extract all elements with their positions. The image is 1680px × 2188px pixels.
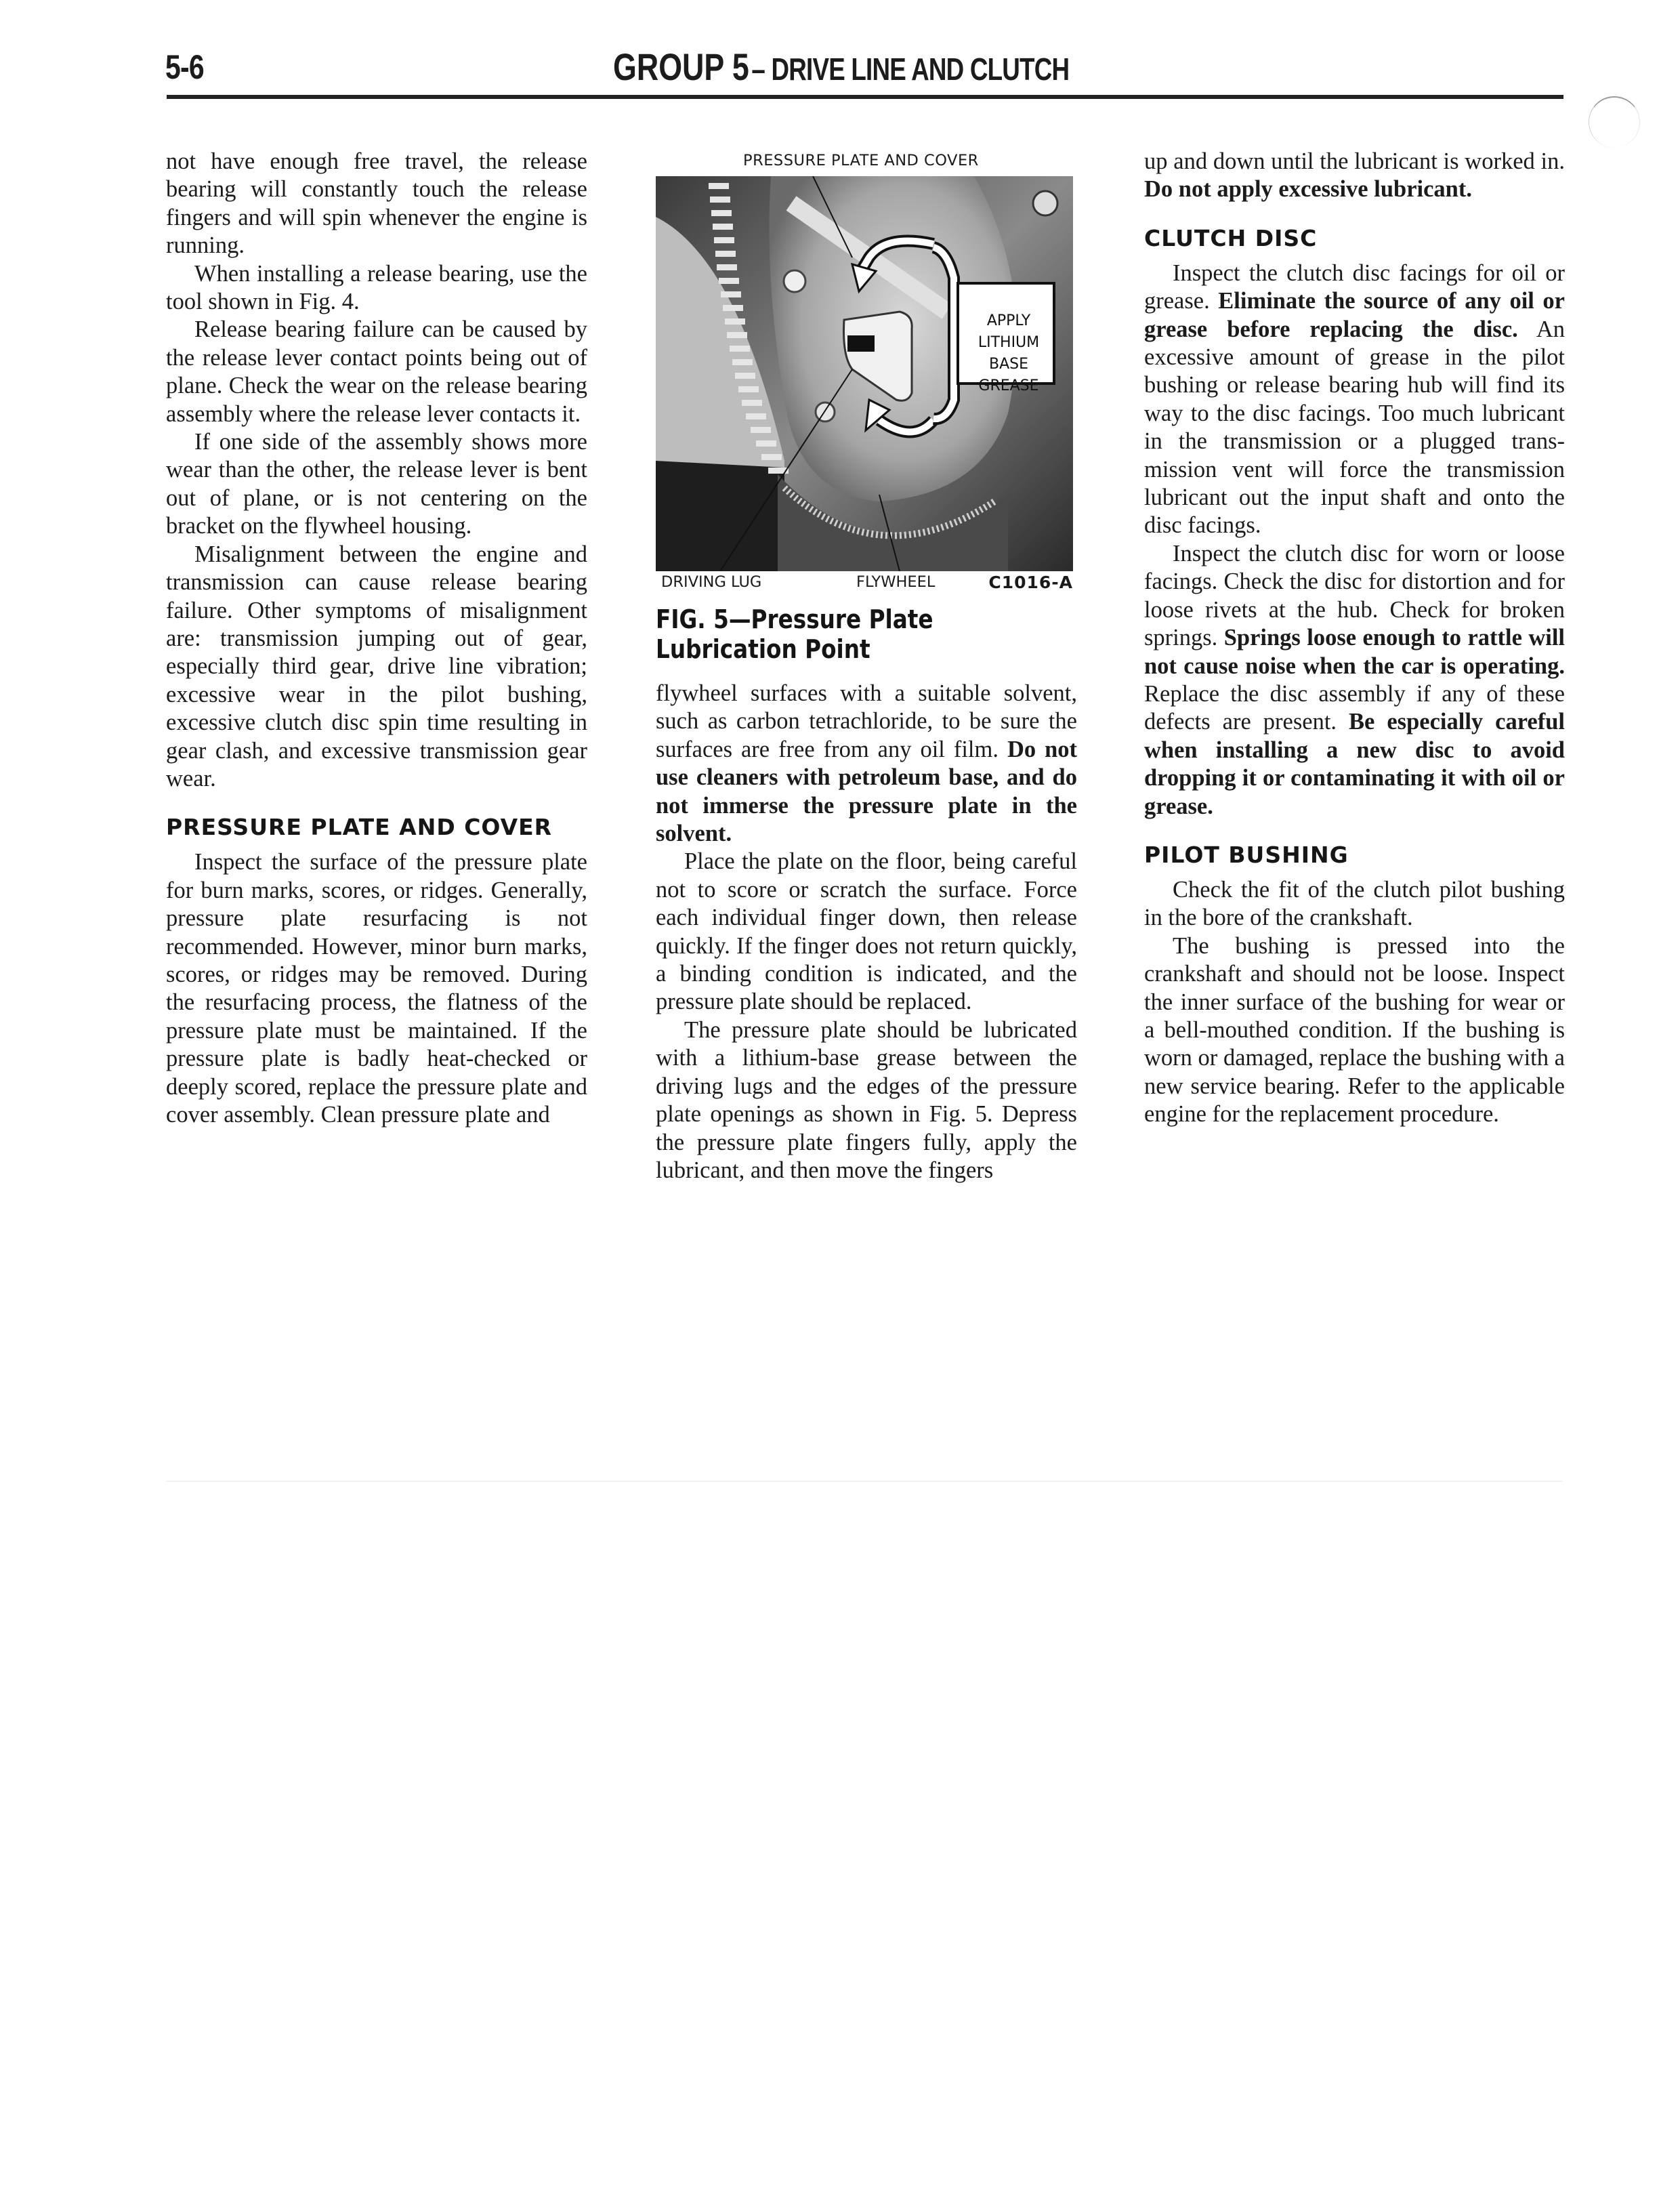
faint-show-through-rule (167, 1481, 1562, 1482)
warning-text: Do not use cleaners with petroleum base, and do not immerse the pressure plate in the solvent. (656, 736, 1077, 847)
section-heading-pilot-bushing: PILOT BUSHING (1144, 841, 1349, 868)
paragraph (1144, 260, 1565, 540)
page-number: 5-6 (165, 48, 204, 86)
figure-caption-line: FIG. 5—Pressure Plate (656, 604, 933, 634)
figure-caption (656, 604, 1017, 664)
warning-text: Springs loose enough to rattle will not cause noise when the car is operating. (1144, 625, 1565, 679)
figure-label-flywheel: FLYWHEEL (856, 573, 936, 591)
warning-text: Do not apply excessive lubricant. (1144, 176, 1472, 203)
paragraph-text: Replace the disc assembly if any of these defects are present. (1144, 680, 1565, 735)
paragraph-text: Inspect the clutch disc facings for oil or grease. (1144, 260, 1565, 314)
paragraph: When installing a release bearing, use the tool shown in Fig. 4. (166, 260, 587, 315)
paragraph: Release bearing failure can be caused by the release lever contact points being out of plane. Check the wear on the release bearing assembly where the release lever contacts it. (166, 316, 587, 427)
paragraph (1144, 148, 1565, 204)
paragraph-text: An excessive amount of grease in the pilot bushing or release bearing hub will find its way to the disc facings. Too much lubricant in the transmission or a plugged transmission vent will force the transmission lubricant out the input shaft and onto the disc facings. (1144, 316, 1565, 539)
figure-code: C1016-A (988, 573, 1073, 592)
callout-line: LITHIUM (978, 334, 1040, 351)
paragraph-text: flywheel surfaces with a suitable solvent, such as carbon tetrachloride, to be sure the surfaces are free from any oil film. (656, 680, 1077, 762)
section-heading-pressure-plate: PRESSURE PLATE AND COVER (166, 814, 553, 841)
callout-line: BASE (988, 356, 1028, 373)
paragraph-text: up and down until the lubricant is worked in. (1144, 148, 1565, 174)
paragraph: If one side of the assembly shows more wear than the other, the release lever is bent out of plane, or is not centering on the bracket on the flywheel housing. (166, 429, 587, 539)
running-head-group: GROUP 5 (613, 45, 749, 88)
warning-text: Eliminate the source of any oil or grease before replacing the disc. (1144, 288, 1565, 342)
right-column (1144, 148, 1565, 1129)
callout-apply-grease (961, 310, 1057, 397)
paragraph: Check the fit of the clutch pilot bushing in the bore of the crankshaft. (1144, 876, 1565, 931)
paragraph: Inspect the surface of the pressure plate for burn marks, scores, or ridges. Generally, pressure plate resurfacing is not recommended. However, minor burn marks, scores, or ridges may be removed. During the resurfacing process, the flatness of the pressure plate must be maintained. If the pressure plate is badly heat-checked or deeply scored, replace the pressure plate and cover assembly. Clean pressure plate and (166, 849, 587, 1128)
warning-text: Be especially careful when installing a new disc to avoid dropping it or contaminating it with oil or grease. (1144, 709, 1565, 819)
figure-label-pressure-plate: PRESSURE PLATE AND COVER (743, 152, 979, 169)
middle-column (656, 680, 1077, 1184)
figure-bottom-labels (656, 573, 1073, 594)
paragraph (656, 680, 1077, 848)
figure-label-driving-lug: DRIVING LUG (661, 573, 762, 591)
paragraph: The pressure plate should be lubricated with a lithium-base grease between the driving lugs and the edges of the pressure plate openings as shown in Fig. 5. Depress the pressure plate fingers fully, apply the lubricant, and then move the fingers (656, 1016, 1077, 1183)
paragraph: The bushing is pressed into the crankshaft and should not be loose. Inspect the inner surface of the bushing for wear or a bell-mouthed condition. If the bushing is worn or damaged, replace the bushing with a new service bearing. Refer to the applicable engine for the replacement procedure. (1144, 932, 1565, 1128)
figure-photo (656, 176, 1073, 571)
punch-hole-mark (1589, 96, 1640, 148)
section-heading-clutch-disc: CLUTCH DISC (1144, 224, 1318, 251)
figure-caption-line: Lubrication Point (656, 634, 870, 664)
callout-line: APPLY (986, 312, 1031, 329)
paragraph (1144, 540, 1565, 821)
paragraph: Place the plate on the floor, being careful not to score or scratch the surface. Force each individual finger down, then release quickly. If the finger does not return quickly, a binding condition is indicated, and the pressure plate should be replaced. (656, 848, 1077, 1015)
paragraph: Misalignment between the engine and transmission can cause release bearing failure. Other symptoms of misalignment are: transmission jumping out of gear, especially third gear, drive line vibration; excessive wear in the pilot bushing, excessive clutch disc spin time resulting in gear clash, and excessive transmission gear wear. (166, 541, 587, 791)
callout-line: GREASE (978, 377, 1039, 394)
running-head (613, 45, 1069, 89)
header-rule (167, 95, 1563, 99)
running-head-title: – DRIVE LINE AND CLUTCH (751, 51, 1070, 87)
paragraph-text: Inspect the clutch disc for worn or loose facings. Check the disc for distortion and for loose rivets at the hub. Check for broken springs. (1144, 540, 1565, 651)
paragraph: not have enough free travel, the release bearing will constantly touch the release fingers and will spin whenever the engine is running. (166, 148, 587, 259)
left-column (166, 148, 587, 1129)
